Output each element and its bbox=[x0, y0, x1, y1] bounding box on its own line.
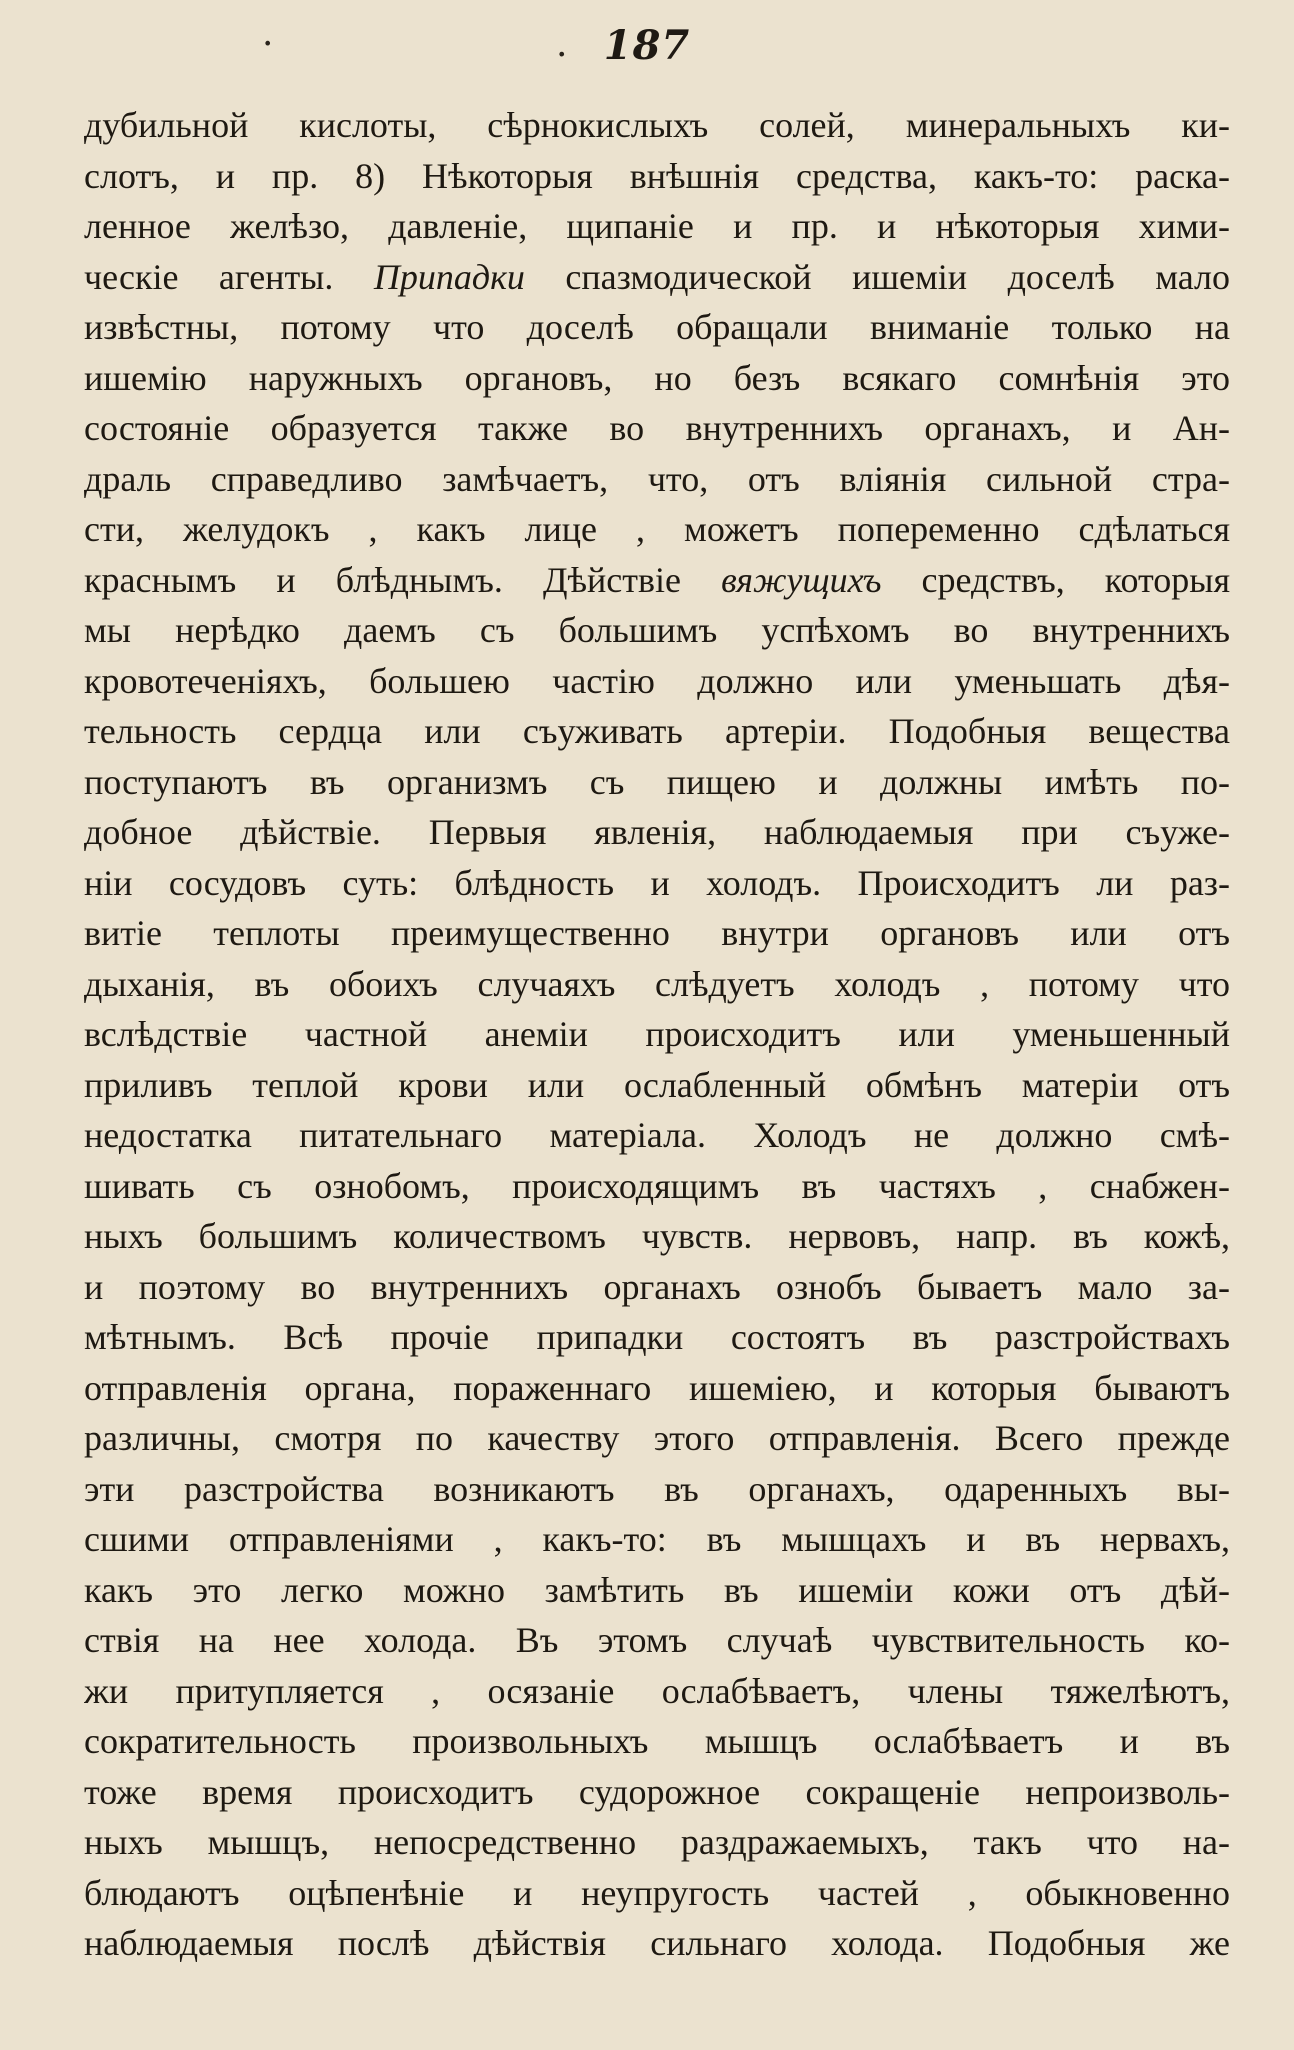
text-line: сшими отправленіями , какъ-то: въ мышцахъ и въ нервахъ, bbox=[84, 1519, 1230, 1559]
text-line: ніи сосудовъ суть: блѣдность и холодъ. Происходитъ ли раз- bbox=[84, 862, 1230, 903]
text-line: сократительность произвольныхъ мышцъ ослабѣваетъ и въ bbox=[84, 1721, 1230, 1761]
text-line: различны, смотря по качеству этого отправленія. Всего прежде bbox=[84, 1418, 1230, 1458]
text-line: недостатка питательнаго матеріала. Холодъ не должно смѣ- bbox=[84, 1115, 1230, 1155]
text-line: ныхъ большимъ количествомъ чувств. нервовъ, напр. въ кожѣ, bbox=[84, 1216, 1230, 1256]
text-line: сти, желудокъ , какъ лице , можетъ попеременно сдѣлаться bbox=[84, 509, 1230, 549]
text-line: состояніе образуется также во внутреннихъ органахъ, и Ан- bbox=[84, 408, 1230, 448]
text-line: кровотеченіяхъ, большею частію должно или уменьшать дѣя- bbox=[84, 660, 1230, 701]
text-line: витіе теплоты преимущественно внутри органовъ или отъ bbox=[84, 913, 1230, 953]
text-line: наблюдаемыя послѣ дѣйствія сильнаго холода. Подобныя же bbox=[84, 1923, 1230, 1963]
text-line: эти разстройства возникаютъ въ органахъ, одаренныхъ вы- bbox=[84, 1468, 1230, 1509]
text-line: поступаютъ въ организмъ съ пищею и должны имѣть по- bbox=[84, 761, 1230, 802]
emphasized-word: вяжущихъ bbox=[721, 559, 882, 600]
text-line: тоже время происходитъ судорожное сокращеніе непроизволь- bbox=[84, 1771, 1230, 1812]
text-line: шивать съ ознобомъ, происходящимъ въ частяхъ , снабжен- bbox=[84, 1165, 1230, 1206]
text-line: краснымъ и блѣднымъ. Дѣйствіе вяжущихъ средствъ, которыя bbox=[84, 559, 1230, 600]
page-number: 187 bbox=[603, 22, 691, 69]
text-line: жи притупляется , осязаніе ослабѣваетъ, члены тяжелѣютъ, bbox=[84, 1670, 1230, 1711]
text-line: мы нерѣдко даемъ съ большимъ успѣхомъ во внутреннихъ bbox=[84, 610, 1230, 650]
text-line: ишемію наружныхъ органовъ, но безъ всякаго сомнѣнія это bbox=[84, 357, 1230, 398]
text-line: добное дѣйствіе. Первыя явленія, наблюдаемыя при съуже- bbox=[84, 812, 1230, 852]
body-text bbox=[84, 100, 1230, 1969]
text-line: мѣтнымъ. Всѣ прочіе припадки состоятъ въ разстройствахъ bbox=[84, 1317, 1230, 1357]
header-dot-mark: . bbox=[556, 24, 568, 65]
text-line: дубильной кислоты, сѣрнокислыхъ солей, минеральныхъ ки- bbox=[84, 105, 1230, 145]
text-line: и поэтому во внутреннихъ органахъ ознобъ бываетъ мало за- bbox=[84, 1266, 1230, 1307]
text-line: тельность сердца или съуживать артеріи. Подобныя вещества bbox=[84, 711, 1230, 751]
text-line: слотъ, и пр. 8) Нѣкоторыя внѣшнія средства, какъ-то: раска- bbox=[84, 155, 1230, 196]
text-line: дыханія, въ обоихъ случаяхъ слѣдуетъ холодъ , потому что bbox=[84, 963, 1230, 1004]
emphasized-word: Припадки bbox=[373, 256, 525, 297]
text-line: какъ это легко можно замѣтить въ ишеміи кожи отъ дѣй- bbox=[84, 1569, 1230, 1610]
text-line: ленное желѣзо, давленіе, щипаніе и пр. и нѣкоторыя хими- bbox=[84, 206, 1230, 246]
text-line: драль справедливо замѣчаетъ, что, отъ вліянія сильной стра- bbox=[84, 458, 1230, 499]
text-line: приливъ теплой крови или ослабленный обмѣнъ матеріи отъ bbox=[84, 1064, 1230, 1105]
text-line: извѣстны, потому что доселѣ обращали вниманіе только на bbox=[84, 307, 1230, 347]
header-dot-mark: · bbox=[262, 24, 274, 65]
text-line: отправленія органа, пораженнаго ишеміею, и которыя бываютъ bbox=[84, 1367, 1230, 1408]
text-line: ныхъ мышцъ, непосредственно раздражаемыхъ, такъ что на- bbox=[84, 1822, 1230, 1862]
text-line: ствія на нее холода. Въ этомъ случаѣ чувствительность ко- bbox=[84, 1620, 1230, 1660]
text-line: вслѣдствіе частной анеміи происходитъ или уменьшенный bbox=[84, 1014, 1230, 1054]
text-line: блюдаютъ оцѣпенѣніе и неупругость частей , обыкновенно bbox=[84, 1872, 1230, 1913]
text-line: ческіе агенты. Припадки спазмодической ишеміи доселѣ мало bbox=[84, 256, 1230, 297]
